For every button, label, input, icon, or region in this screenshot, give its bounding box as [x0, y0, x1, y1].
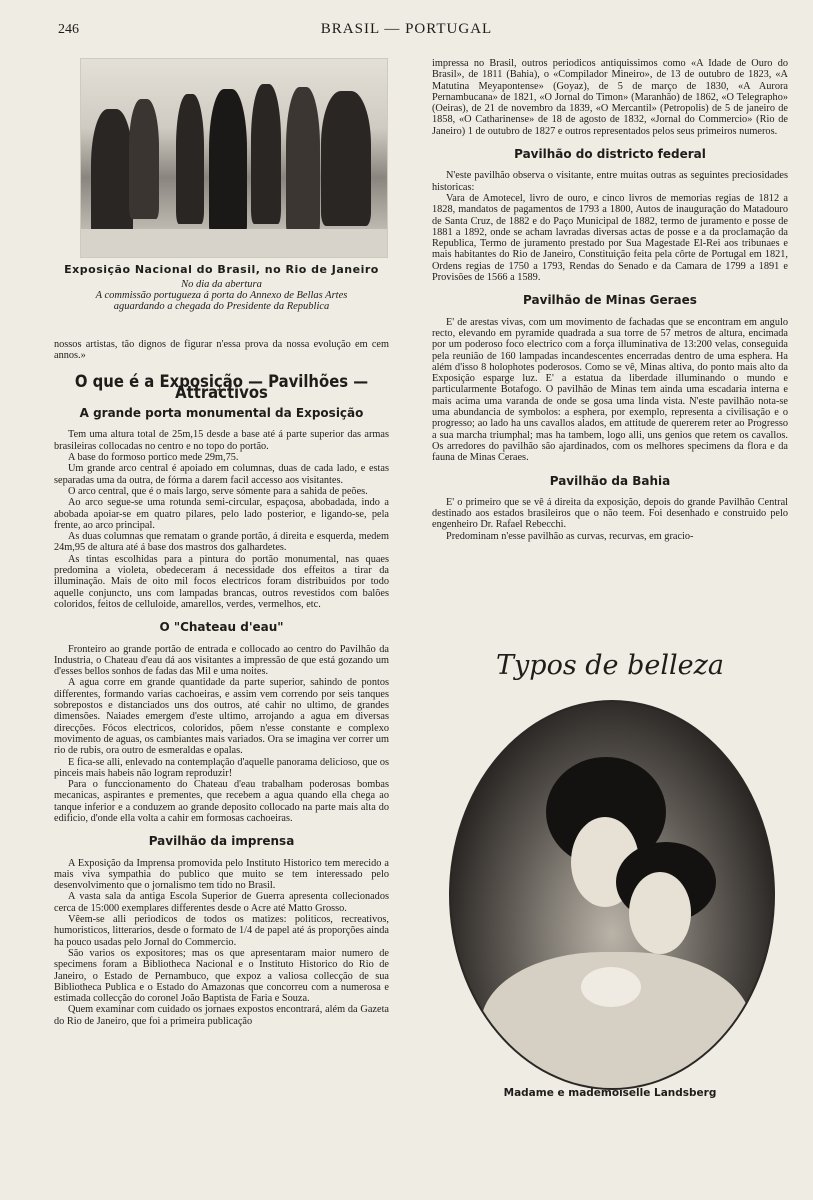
section-heading-porta: A grande porta monumental da Exposição — [79, 406, 364, 421]
paragraph: nossos artistas, tão dignos de figurar n'essa prova da nossa evolução em cem annos.» — [54, 339, 389, 362]
paragraph: A agua corre em grande quantidade da parte superior, sahindo de pontos differentes, formando varias cachoeiras, e assim vem correndo por seis tanques sobrepostos e distanciados uns dos outros, até cahir no ultimo, de grandes dimensões. Naiades emergem d'este ultimo, arrojando a agua em diversas direcções. Fócos electricos, coloridos, põem n'esse constante e complexo movimento de aguas, os cambiantes mais variados. Ora se imagina ver correr um rio de rubis, ora outro de esmeraldas e opalas. — [54, 677, 389, 757]
paragraph: Para o funccionamento do Chateau d'eau trabalham poderosas bombas mecanicas, aspirantes e prementes, que recebem a agua quando ella chega ao tanque inferior e a conduzem ao grande deposito collocado na parte mais alta do edificio, d'onde ella volta a cahir em formosas cachoeiras. — [54, 779, 389, 824]
commission-photo — [80, 58, 388, 258]
portrait-caption: Madame e mademoiselle Landsberg — [503, 1087, 717, 1099]
paragraph: Fronteiro ao grande portão de entrada e collocado ao centro do Pavilhão da Industria, o Chateau d'eau dá aos visitantes a impressão de que está gozando um d'esses bellos sonhos de fadas das Mil e uma noites. — [54, 643, 389, 678]
portrait-photo — [449, 700, 775, 1090]
section-heading-bahia: Pavilhão da Bahia — [549, 473, 671, 488]
photo-caption-line: aguardando a chegada do Presidente da Republica — [113, 301, 330, 312]
paragraph: impressa no Brasil, outros periodicos antiquissimos como «A Idade de Ouro do Brasil», de 1811 (Bahia), o «Compilador Mineiro», de 13 de outubro de 1823, «A Matutina Meyapontense» (Goyaz), de 5 de março de 1830, «A Aurora Pernambucana» de 1821, «O Jornal do Timon» (Maranhão) de 1862, «O Telegrapho» (Oeiras), de 21 de novembro da 1839, «O Mercantil» (Petropolis) de 5 de janeiro de 1858, «O Catharinense» de 18 de agosto de 1832, «Jornal do Commercio» (Rio de Janeiro) 1 de outubro de 1827 e outros representados pelos seus primeiros numeros. — [432, 58, 788, 137]
paragraph: São varios os expositores; mas os que apresentaram maior numero de specimens foram a Bibliotheca Nacional e o Instituto Historico do Rio de Janeiro, o Estado de Pernambuco, que expoz a valiosa collecção de sua Bibliotheca Publica e o Estado do Amazonas que concorreu com a numerosa e estimada collecção do coronel João Baptista de Faria e Souza. — [54, 947, 389, 1005]
paragraph: A base do formoso portico mede 29m,75. — [68, 452, 239, 464]
paragraph: N'este pavilhão observa o visitante, entre muitas outras as seguintes preciosidades historicas: — [432, 170, 788, 193]
photo-caption-line: No dia da abertura — [181, 279, 262, 290]
paragraph: E' o primeiro que se vê á direita da exposição, depois do grande Pavilhão Central destinado aos estados brasileiros que o não teem. Foi desenhado e construido pelo engenheiro Dr. Rafael Rebecchi. — [432, 496, 788, 531]
section-heading-imprensa: Pavilhão da imprensa — [148, 834, 295, 849]
main-heading: O que é a Exposição — Pavilhões — Attractivos — [74, 371, 369, 402]
photo-caption-line: A commissão portugueza á porta do Annexo de Bellas Artes — [95, 290, 348, 301]
paragraph: Um grande arco central é apoiado em columnas, duas de cada lado, e estas separadas uma da outra, de fórma a darem facil accesso aos visitantes. — [54, 463, 389, 486]
section-heading-minas: Pavilhão de Minas Geraes — [523, 293, 697, 308]
paragraph: E' de arestas vivas, com um movimento de fachadas que se encontram em angulo recto, elevando em pyramide quadrada a sua torre de 57 metros de altura, encimada por um poderoso foco electrico com a força illuminativa de 13:200 velas, conseguida pela reunião de 160 lampadas incandescentes encerradas dentro de uma esphera. Ha além d'isso 8 holophotes poderosos. Como se vê, Minas altiva, do ponto mais alto da Exposição esparge luz. E' a estatua da liberdade illuminando o mundo e particularmente Botafogo. O pavilhão de Minas tem ainda uma escadaria interna e mais acima uma varanda de onde se gosa uma linda vista. N'este pavilhão nota-se uma abundancia de symbolos: a esphera, por exemplo, representa a civilisação e o progresso; ao lado ha uns cavallos alados, em attitude de quererem reter ao Progresso a sua marcha triumphal; mas ha tambem, logo alli, uns genios que retem os cavallos. Os arredores do pavilhão são ajardinados, com os melhores specimens da flora e da fauna de Minas Ceraes. — [432, 316, 788, 464]
paragraph: Vara de Amotecel, livro de ouro, e cinco livros de memorias regias de 1812 a 1828, mandatos de pagamentos de 1793 a 1800, Autos de inauguração do Matadouro de Santa Cruz, de 1882 e do Paço Municipal de 1882, termo de juramento e posse de 1881 a 1892, onde se acham lavradas diversas actas de posse e a da proclamação da Republica, Termo de juramento prestado por Sua Magestade El-Rei aos tribunaes e mais habitantes do Rio de Janeiro, Constituição feita pela côrte de Portugal em 1821, Ordens regias de 1750 a 1793, Rendas do Senado e da Camara de 1799 a 1891 e Provisões de 1566 a 1589. — [432, 192, 788, 284]
left-column — [54, 339, 389, 1027]
paragraph: Predominam n'esse pavilhão as curvas, recurvas, em gracio- — [446, 530, 694, 542]
paragraph: A vasta sala da antiga Escola Superior de Guerra apresenta collecionados cerca de 15:000 exemplares differentes desde o Acre até Matto Grosso. — [54, 891, 389, 914]
paragraph: As tintas escolhidas para a pintura do portão monumental, nas quaes predomina a violeta, obedeceram á necessidade dos effeitos a tirar da illuminação. Mais de oito mil focos electricos foram distribuidos por todo aquelle conjuncto, uns com lampadas brancas, outros revestidos com balões coloridos, feitos de celluloide, amarellos, verdes, vermelhos, etc. — [54, 553, 389, 610]
section-heading-federal: Pavilhão do districto federal — [514, 147, 706, 162]
right-column — [432, 58, 788, 542]
paragraph: Vêem-se alli periodicos de todos os matizes: politicos, recreativos, humoristicos, litterarios, desde o formato de 1/4 de papel até ás proporções ainda ha pouco usadas pelo Jornal do Commercio. — [54, 914, 389, 948]
paragraph: A Exposição da Imprensa promovida pelo Instituto Historico tem merecido a mais viva sympathia do publico que muito se tem interessado pelo desenvolvimento que o jornalismo tem tido no Brasil. — [54, 857, 389, 892]
paragraph: O arco central, que é o mais largo, serve sómente para a sahida de peões. — [68, 485, 368, 497]
paragraph: As duas columnas que rematam o grande portão, á direita e esquerda, medem 24m,95 de altura até á base dos mastros dos galhardetes. — [54, 531, 389, 554]
paragraph: Ao arco segue-se uma rotunda semi-circular, espaçosa, abobadada, indo a abobada apoiar-se em quatro pilares, pelo lado posterior, e ligando-se, pela frente, ao arco principal. — [54, 497, 389, 531]
photo-caption-title: Exposição Nacional do Brasil, no Rio de Janeiro — [64, 263, 379, 276]
running-title: BRASIL — PORTUGAL — [320, 21, 493, 37]
section-heading-chateau: O "Chateau d'eau" — [159, 620, 284, 635]
paragraph: E fica-se alli, enlevado na contemplação d'aquelle panorama delicioso, que os pinceis mais habeis não logram reproduzir! — [54, 756, 389, 779]
page-number: 246 — [58, 22, 79, 37]
paragraph: Tem uma altura total de 25m,15 desde a base até á parte superior das armas brasileiras collocadas no centro e no topo do portão. — [54, 429, 389, 452]
typos-title: Typos de belleza — [496, 650, 724, 681]
paragraph: Quem examinar com cuidado os jornaes expostos encontrará, além da Gazeta do Rio de Janeiro, que foi a primeira publicação — [54, 1004, 389, 1027]
